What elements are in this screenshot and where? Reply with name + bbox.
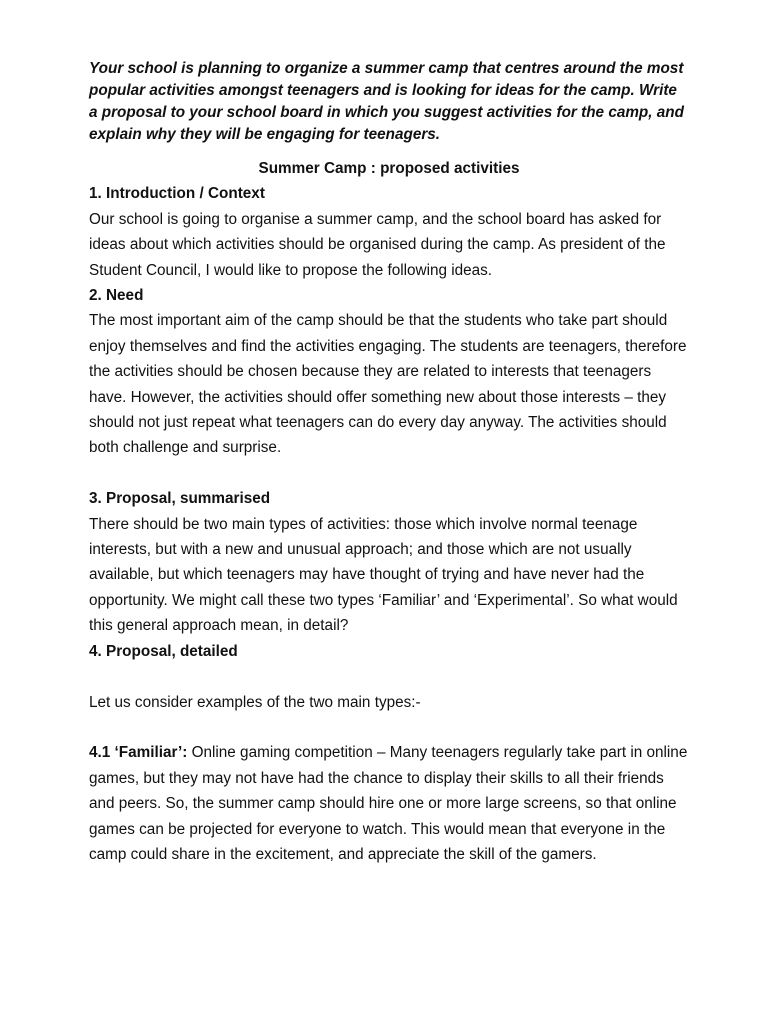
section-heading-need: 2. Need [89, 287, 144, 305]
familiar-label: 4.1 ‘Familiar’: [89, 744, 188, 762]
section-body-summary: There should be two main types of activities: those which involve normal teenage interests, but with a new and unusual approach; and those which are not usually available, but which teenagers may have thought of trying and have never had the opportunity. We might call these two types ‘Familiar’ and ‘Experimental’. So what would this general approach mean, in detail? [89, 515, 678, 635]
section-heading-summary: 3. Proposal, summarised [89, 490, 271, 508]
section-body-need: The most important aim of the camp should be that the students who take part should enjoy themselves and find the activities engaging. The students are teenagers, therefore the activities should be chosen because they are related to interests that teenagers have. However, the activities should offer something new about those interests – they should not just repeat what teenagers can do every day anyway. The activities should both challenge and surprise. [89, 312, 687, 457]
document-title: Summer Camp : proposed activities [258, 160, 520, 177]
document-page [89, 58, 689, 867]
detailed-intro: Let us consider examples of the two main types:- [89, 693, 421, 711]
blank-line [89, 461, 689, 486]
familiar-paragraph [89, 740, 689, 867]
section-heading-detailed: 4. Proposal, detailed [89, 642, 238, 660]
section-heading-introduction: 1. Introduction / Context [89, 185, 265, 203]
familiar-body: Online gaming competition – Many teenagers regularly take part in online games, but they may not have had the chance to display their skills to all their friends and peers. So, the summer camp should hire one or more large screens, so that online games can be projected for everyone to watch. This would mean that everyone in the camp could share in the excitement, and appreciate the skill of the gamers. [89, 744, 688, 863]
section-body-introduction: Our school is going to organise a summer camp, and the school board has asked for ideas about which activities should be organised during the camp. As president of the Student Council, I would like to propose the following ideas. [89, 210, 666, 279]
blank-line [89, 715, 689, 740]
task-prompt: Your school is planning to organize a summer camp that centres around the most popular activities amongst teenagers and is looking for ideas for the camp. Write a proposal to your school board in which you suggest activities for the camp, and explain why they will be engaging for teenagers. [89, 60, 684, 143]
blank-line [89, 664, 689, 689]
